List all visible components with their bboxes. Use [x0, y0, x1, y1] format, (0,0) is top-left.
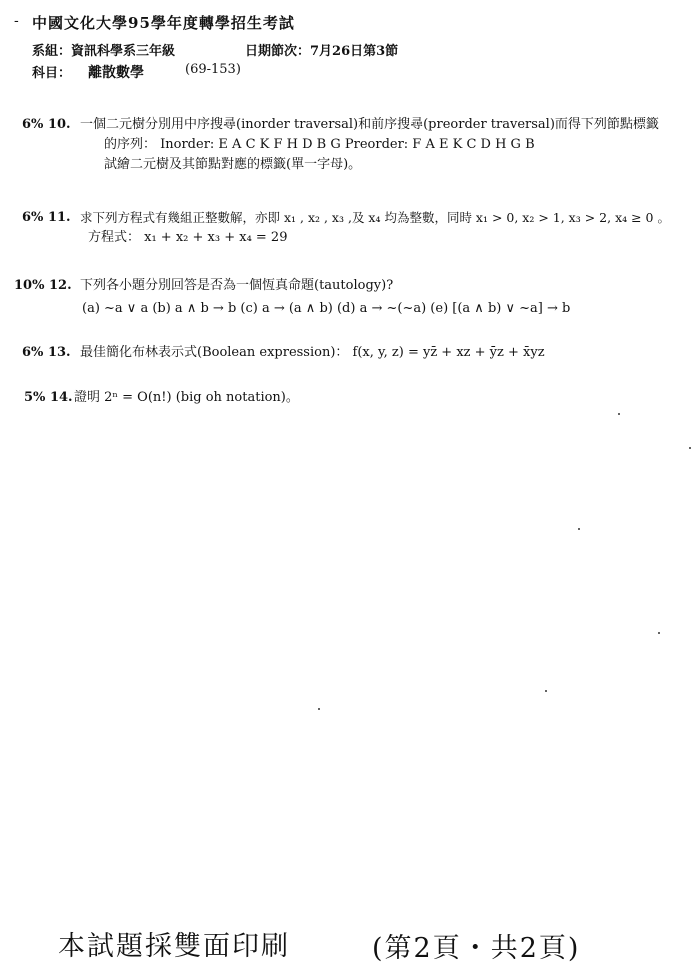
- question-13-line-1: 最佳簡化布林表示式(Boolean expression)： f(x, y, z) = yz̄ + xz + ȳz + x̄yz: [80, 345, 545, 360]
- scan-speck: [578, 528, 580, 530]
- question-11-index: 11.: [47, 210, 71, 225]
- department-label: 系組：資訊科學系三年級: [32, 44, 176, 59]
- question-13-number: [22, 343, 71, 363]
- scan-speck: [689, 447, 691, 449]
- scan-speck: [318, 708, 320, 710]
- subject-code: (69-153): [185, 62, 241, 77]
- question-12-line-1: 下列各小題分別回答是否為一個恆真命題(tautology)?: [80, 278, 394, 293]
- question-10-line-2: 的序列： Inorder: E A C K F H D B G Preorder: F A E K C D H G B: [104, 137, 535, 152]
- question-14-weight: 5%: [24, 390, 46, 405]
- date-session-label: 日期節次：7月26日第3節: [245, 44, 399, 59]
- question-12-weight: 10%: [14, 278, 45, 293]
- scan-speck: [658, 632, 660, 634]
- question-10-line-1: 一個二元樹分別用中序搜尋(inorder traversal)和前序搜尋(preorder traversal)而得下列節點標籤: [80, 117, 659, 132]
- question-11-line-1: 求下列方程式有幾組正整數解，亦即 x₁ , x₂ , x₃ ,及 x₄ 均為整數，同時 x₁ > 0, x₂ > 1, x₃ > 2, x₄ ≥ 0 。: [80, 210, 670, 225]
- exam-title: 中國文化大學95學年度轉學招生考試: [32, 14, 295, 32]
- question-14-number: [24, 388, 73, 408]
- question-12-number: [14, 276, 72, 296]
- question-10-index: 10.: [47, 117, 71, 132]
- question-11-number: [22, 208, 71, 228]
- question-11-line-2: 方程式： x₁ + x₂ + x₃ + x₄ = 29: [88, 230, 288, 245]
- scan-speck: [618, 413, 620, 415]
- question-13-index: 13.: [47, 345, 71, 360]
- question-10-number: [22, 115, 71, 135]
- footer-print-note: 本試題採雙面印刷: [58, 931, 290, 962]
- question-11-weight: 6%: [22, 210, 44, 225]
- question-12-line-2: (a) ~a ∨ a (b) a ∧ b → b (c) a → (a ∧ b) (d) a → ~(~a) (e) [(a ∧ b) ∨ ~a] → b: [82, 301, 571, 316]
- subject-name: 離散數學: [88, 65, 144, 81]
- question-14-line-1: 證明 2ⁿ = O(n!) (big oh notation)。: [74, 390, 299, 405]
- question-10-line-3: 試繪二元樹及其節點對應的標籤(單一字母)。: [104, 157, 362, 172]
- scan-speck: [545, 690, 547, 692]
- question-14-index: 14.: [49, 390, 73, 405]
- question-12-index: 12.: [48, 278, 72, 293]
- question-13-weight: 6%: [22, 345, 44, 360]
- subject-label: 科目：: [32, 66, 72, 81]
- question-10-weight: 6%: [22, 117, 44, 132]
- scan-mark: -: [14, 13, 19, 29]
- footer-page-indicator: (第2頁・共2頁): [372, 933, 581, 964]
